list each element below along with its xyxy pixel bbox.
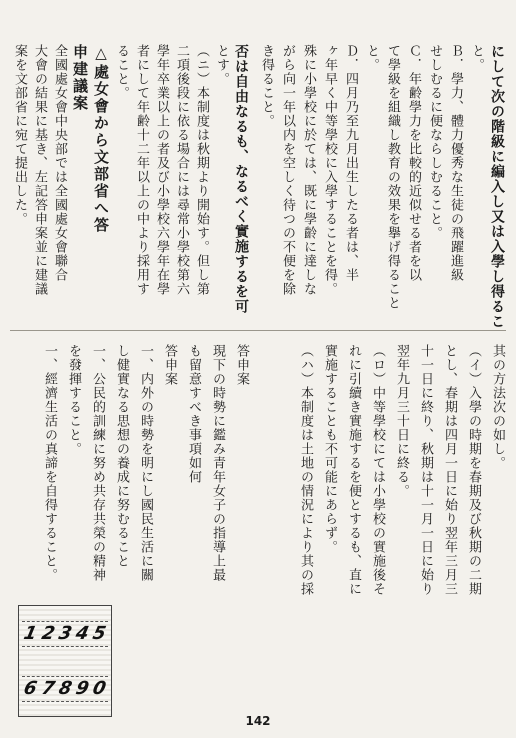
text-column: 一、公民的訓練に努め共存共榮の精神 <box>90 344 105 582</box>
text-column: （イ）入學の時期を春期及び秋期の二期 <box>466 344 481 596</box>
text-column: 一、經濟生活の真諦を自得すること。 <box>42 344 57 582</box>
text-column: にして次の階級に編入し又は入學し得るこ <box>489 44 505 329</box>
numeral-specimen-figure <box>18 605 112 717</box>
numeral-row <box>22 621 108 647</box>
text-column: も留意すべき事項如何 <box>186 344 201 484</box>
text-column: 實施することも不可能にあらず。 <box>322 344 337 554</box>
numeral: 4 <box>73 623 91 644</box>
text-column: 否は自由なるも、なるべく實施するを可 <box>233 44 249 314</box>
section-divider <box>10 330 506 331</box>
text-column: と。 <box>364 44 379 72</box>
text-column: △處女會から文部省へ答 <box>92 44 110 234</box>
text-column: 二項後段に依る場合には尋常小學校第六 <box>174 44 189 296</box>
text-column: 十一日に終り、秋期は十一月一日に始り <box>418 344 433 596</box>
numeral: 6 <box>22 678 40 699</box>
text-block-right-lower <box>258 344 504 606</box>
text-column: を發揮すること。 <box>66 344 81 456</box>
text-column: 大會の結果に基き、左記答申案並に建議 <box>32 44 47 296</box>
numeral: 8 <box>56 678 74 699</box>
text-column: Ｂ．學力、體力優秀な生徒の飛躍進級 <box>448 44 463 282</box>
text-column: き得ること。 <box>259 44 274 128</box>
text-block-left-upper <box>12 44 248 320</box>
text-block-right-upper <box>258 44 505 329</box>
text-column: し健實なる思想の養成に努むること <box>114 344 129 568</box>
text-column: 其の方法次の如し。 <box>490 344 505 470</box>
text-column: とし、春期は四月一日に始り翌年三月三 <box>442 344 457 596</box>
numeral-row <box>22 676 108 702</box>
text-column: 翌年九月三十日に終る。 <box>394 344 409 498</box>
text-column: 學年卒業以上の者及び小學校六學年在學 <box>154 44 169 296</box>
text-column: 一、内外の時勢を明にし國民生活に關 <box>138 344 153 582</box>
numeral: 7 <box>39 678 57 699</box>
numeral: 5 <box>90 623 108 644</box>
text-block-left-lower <box>12 344 248 606</box>
text-column: ヶ年早く中等學校に入學することを得。 <box>322 44 337 296</box>
numeral: 9 <box>73 678 91 699</box>
text-column: 案を文部省に宛て提出した。 <box>12 44 27 226</box>
text-column: れに引續き實施するを便とするも、直に <box>346 344 361 596</box>
text-column: 答申案 <box>234 344 249 386</box>
text-column: （ニ）本制度は秋期より開始す。但し第 <box>194 44 209 296</box>
text-column: Ｄ．四月乃至九月出生したる者は、半 <box>343 44 358 282</box>
text-column: 答申案 <box>162 344 177 386</box>
text-column: （ハ）本制度は土地の情況により其の採 <box>298 344 313 596</box>
text-column: ること。 <box>114 44 129 100</box>
text-column: て學級を組織し教育の效果を擧げ得ること <box>385 44 400 310</box>
text-column: がら向一年以内を空しく待つの不便を除 <box>280 44 295 296</box>
numeral: 1 <box>22 623 40 644</box>
text-column: 全國處女會中央部では全國處女會聯合 <box>52 44 67 282</box>
text-column: 現下の時勢に鑑み青年女子の指導上最 <box>210 344 225 582</box>
text-column: 者にして年齢十二年以上の中より採用す <box>134 44 149 296</box>
text-column: せしむるに便ならしむること。 <box>427 44 442 240</box>
numeral: 3 <box>56 623 74 644</box>
text-column: 殊に小學校に於ては、既に學齡に達しな <box>301 44 316 296</box>
text-column: 申建議案 <box>71 44 89 112</box>
numeral: 2 <box>39 623 57 644</box>
text-column: とす。 <box>214 44 229 86</box>
text-column: Ｃ．年齢學力を比較的近似せる者を以 <box>406 44 421 282</box>
page-number: 142 <box>245 714 271 728</box>
text-column: （ロ）中等學校にては小學校の實施後そ <box>370 344 385 596</box>
numeral: 0 <box>90 678 108 699</box>
text-column: と。 <box>469 44 484 72</box>
